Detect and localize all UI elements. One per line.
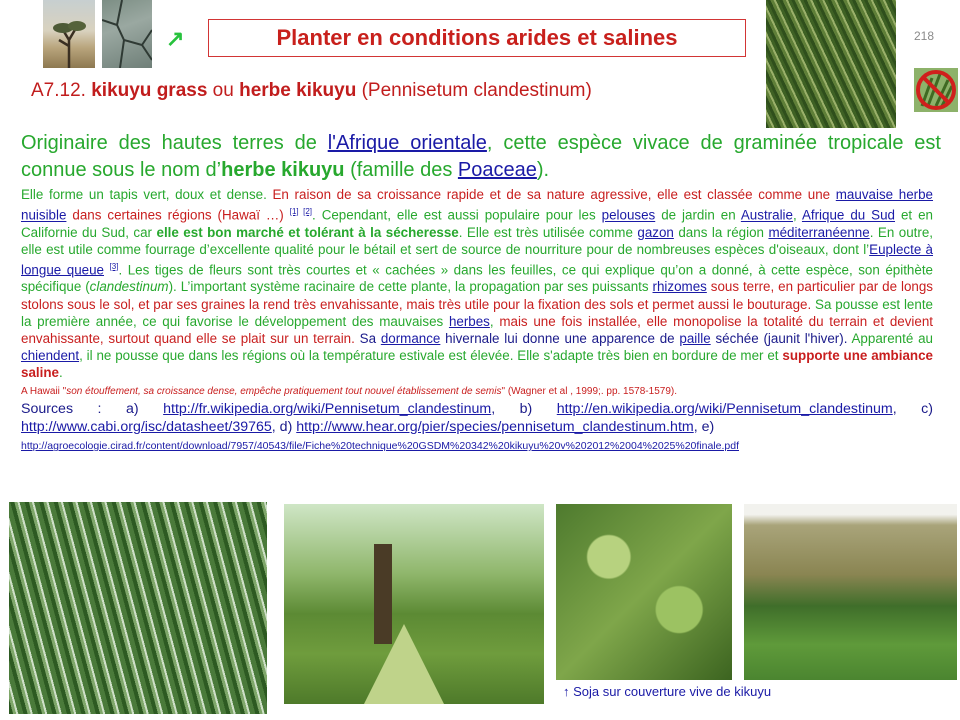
- body-text: Apparenté au: [851, 330, 933, 346]
- source-d-link[interactable]: http://www.hear.org/pier/species/pennisetum_clandestinum.htm: [296, 419, 694, 436]
- ref-1[interactable]: [1]: [289, 207, 299, 217]
- kikuyu-lawn-path-photo: [284, 504, 544, 704]
- body-bold: supporte une ambiance saline: [21, 347, 933, 380]
- body-text: . Elle est très utilisée comme: [458, 224, 638, 240]
- body-text: .: [58, 364, 63, 380]
- body-paragraph: [21, 186, 933, 455]
- source-b-link[interactable]: http://en.wikipedia.org/wiki/Pennisetum_clandestinum: [556, 401, 893, 418]
- desert-tree-thumbnail: [43, 0, 95, 68]
- common-name-fr: herbe kikuyu: [239, 80, 357, 101]
- body-bold: elle est bon marché et tolérant à la sécheresse: [156, 224, 459, 240]
- grass-path: [364, 624, 444, 704]
- intro-text: , cette espèce vivace de graminée tropicale est connue sous le nom d’: [21, 132, 941, 181]
- body-text: Elle forme un tapis vert, doux et dense.: [21, 187, 273, 202]
- link-poaceae[interactable]: Poaceae: [457, 159, 537, 181]
- source-a-link[interactable]: http://fr.wikipedia.org/wiki/Pennisetum_clandestinum: [163, 401, 492, 418]
- body-text: . Les tiges de fleurs sont très courtes et « cachées » dans les feuilles, ce qui explique qu’on a donné, à cette espèce, son épithète spécifique (: [21, 262, 933, 295]
- kikuyu-grass-thumbnail: [766, 0, 896, 128]
- intro-text: ).: [536, 159, 550, 181]
- source-e-link[interactable]: http://agroecologie.cirad.fr/content/download/7957/40543/file/Fiche%20technique%20GSDM%20342%20kikuyu%20v%202012%2004%2025%20finale.pdf: [21, 440, 739, 453]
- ref-2[interactable]: [2]: [303, 207, 313, 217]
- link-mauvaise-herbe[interactable]: mauvaise herbe nuisible: [21, 187, 934, 223]
- body-text: sous terre, en particulier par de longs stolons sous le sol, et par ses graines la rend très envahissante, mais très utile pour la fixation des sols et permet aussi le bouturage.: [21, 279, 933, 312]
- body-text: mais une fois installée, elle monopolise la totalité du terrain et devient envahissante, surtout quand elle se plait sur un terrain.: [21, 313, 933, 346]
- sources-sep: , d): [271, 419, 297, 436]
- intro-text: (famille des: [344, 159, 458, 181]
- link-australie[interactable]: Australie: [740, 207, 793, 223]
- sources-sep: , c): [892, 401, 933, 418]
- link-herbes[interactable]: herbes: [448, 313, 490, 329]
- soybean-cover-photo: [556, 504, 732, 680]
- link-gazon[interactable]: gazon: [637, 224, 674, 240]
- page-number: 218: [914, 29, 935, 43]
- no-invasive-sign-icon: [912, 66, 960, 114]
- page-title: Planter en conditions arides et salines: [276, 25, 678, 50]
- hawaii-quote: son étouffement, sa croissance dense, empêche pratiquement tout nouvel établissement de semis: [66, 385, 502, 397]
- body-text: En raison de sa croissance rapide et de sa nature agressive, elle est classée comme une: [272, 187, 836, 202]
- body-italic: clandestinum: [89, 279, 169, 295]
- species-subtitle: [31, 80, 592, 102]
- link-afrique-du-sud[interactable]: Afrique du Sud: [801, 207, 896, 223]
- sources: [21, 401, 933, 435]
- body-text: Sa pousse est lente la première année, ce qui favorise le développement des mauvaises: [21, 296, 933, 329]
- hawaii-lead: A Hawaii ": [21, 385, 67, 397]
- body-text: , il ne pousse que dans les régions où la température estivale est élevée. Elle s'adapte très bien en bordure de mer et: [79, 347, 783, 363]
- back-link-arrow[interactable]: ↗: [166, 26, 185, 51]
- link-dormance[interactable]: dormance: [380, 330, 441, 346]
- section-code: A7.12.: [31, 80, 86, 101]
- cracked-earth-thumbnail: [102, 0, 152, 68]
- link-euplecte[interactable]: Euplecte à longue queue: [21, 241, 933, 278]
- intro-paragraph: [21, 130, 941, 184]
- intro-text: Originaire des hautes terres de: [21, 132, 328, 154]
- body-text: hivernale lui donne une apparence de: [440, 330, 680, 346]
- link-afrique-orientale[interactable]: l'Afrique orientale: [327, 132, 487, 154]
- link-paille[interactable]: paille: [679, 330, 711, 346]
- link-mediterraneenne[interactable]: méditerranéenne: [768, 224, 870, 240]
- body-text: . En outre, elle est utile comme fourrage d’excellente qualité pour le bétail et sert de source de nourriture pour de nombreuses espèces d'oiseaux, dont l’: [21, 224, 933, 257]
- intro-bold-name: herbe kikuyu: [221, 159, 345, 181]
- body-text: ,: [792, 207, 802, 223]
- body-text: Sa: [359, 330, 381, 346]
- kikuyu-flowers-photo: [9, 502, 267, 714]
- body-text: dans la région: [673, 224, 769, 240]
- body-text: ).: [168, 279, 181, 295]
- source-c-link[interactable]: http://www.cabi.org/isc/datasheet/39765: [21, 419, 272, 436]
- sources-sep: , b): [491, 401, 557, 418]
- hawaii-tail: " (Wagner et al , 1999;. pp. 1578-1579).: [501, 385, 677, 397]
- body-text: ,: [489, 313, 500, 329]
- link-chiendent[interactable]: chiendent: [21, 347, 80, 363]
- photo-caption: ↑ Soja sur couverture vive de kikuyu: [563, 684, 772, 699]
- title-box: [208, 19, 746, 57]
- body-text: séchée (jaunit l'hiver).: [710, 330, 852, 346]
- sources-lead: Sources : a): [21, 401, 164, 418]
- hawaii-note: [21, 386, 677, 397]
- subtitle-conjunction: ou: [212, 80, 234, 101]
- body-text: et en Californie du Sud, car: [21, 207, 933, 240]
- body-text: dans certaines régions (Hawaï …): [66, 207, 290, 223]
- sources-sep: , e): [693, 419, 715, 436]
- body-text: L’important système racinaire de cette plante, la propagation par ses puissants: [180, 279, 653, 295]
- body-text: de jardin en: [655, 207, 741, 223]
- link-pelouses[interactable]: pelouses: [601, 207, 656, 223]
- body-text: . Cependant, elle est aussi populaire pour les: [312, 207, 602, 223]
- kikuyu-field-photo: [744, 504, 957, 680]
- latin-name: (Pennisetum clandestinum): [361, 80, 592, 101]
- ref-3[interactable]: [3]: [109, 261, 119, 271]
- common-name-en: kikuyu grass: [91, 80, 208, 101]
- link-rhizomes[interactable]: rhizomes: [652, 279, 707, 295]
